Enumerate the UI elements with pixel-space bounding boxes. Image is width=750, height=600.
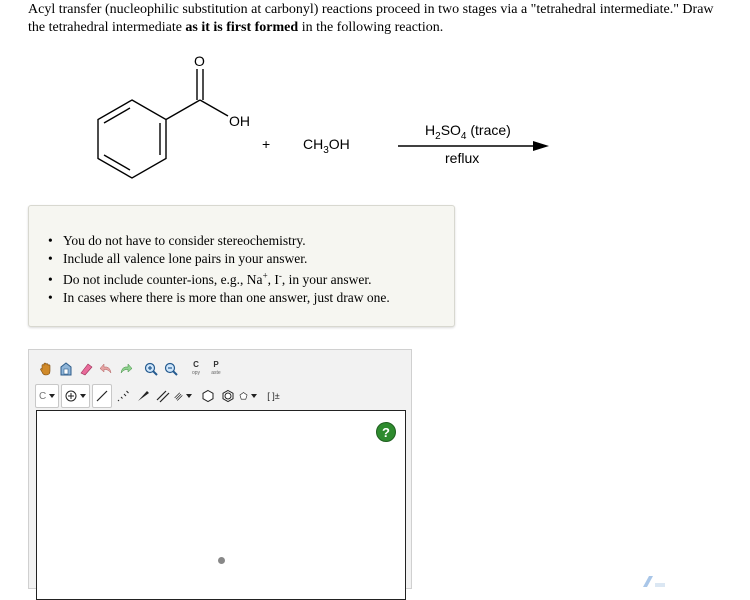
toolbar-top bbox=[37, 358, 227, 380]
toolbar-bottom bbox=[35, 384, 285, 408]
plus-sign: + bbox=[262, 136, 271, 152]
double-bond-button[interactable] bbox=[154, 387, 172, 405]
zoom-out-icon[interactable] bbox=[162, 360, 180, 378]
wedge-bond-button[interactable] bbox=[134, 387, 152, 405]
methanol-label: $CH_3OH$ bbox=[303, 136, 350, 156]
instructions-box bbox=[28, 205, 455, 327]
question-emphasis: as it is first formed bbox=[185, 20, 299, 35]
carbonyl-oxygen-label: O bbox=[194, 53, 205, 69]
atom-selector-label: C bbox=[39, 390, 47, 402]
zoom-in-icon[interactable] bbox=[142, 360, 160, 378]
structure-editor bbox=[28, 349, 412, 589]
triple-bond-button[interactable] bbox=[174, 387, 192, 405]
list-item: • Do not include counter-ions, e.g., Na+, I-, in your answer. bbox=[63, 271, 390, 289]
paste-button[interactable]: P aste bbox=[211, 360, 221, 376]
hashed-wedge-button[interactable] bbox=[114, 387, 132, 405]
instructions-list bbox=[63, 232, 390, 307]
cyclohexane-icon bbox=[201, 389, 215, 403]
list-item: • You do not have to consider stereochemistry. bbox=[63, 232, 390, 250]
benzoic-acid-structure bbox=[0, 0, 750, 200]
help-button[interactable]: ? bbox=[376, 422, 396, 442]
reaction-scheme bbox=[0, 0, 750, 200]
redo-icon[interactable] bbox=[117, 360, 135, 378]
atom-selector[interactable] bbox=[35, 384, 59, 408]
arrow-head-icon bbox=[533, 141, 549, 151]
charge-icon bbox=[65, 390, 77, 402]
hand-icon[interactable] bbox=[37, 360, 55, 378]
benzene-button[interactable] bbox=[219, 387, 237, 405]
hashed-wedge-icon bbox=[116, 389, 130, 403]
chevron-down-icon bbox=[80, 394, 86, 398]
bracket-label: [ ]± bbox=[267, 391, 280, 401]
list-item: • Include all valence lone pairs in your answer. bbox=[63, 250, 390, 268]
double-bond-icon bbox=[156, 389, 170, 403]
question-line-2: the tetrahedral intermediate as it is first formed in the following reaction. bbox=[28, 20, 444, 35]
single-bond-icon bbox=[95, 389, 109, 403]
chevron-down-icon bbox=[49, 394, 55, 398]
chevron-down-icon bbox=[251, 394, 257, 398]
question-line-1: Acyl transfer (nucleophilic substitution at carbonyl) reactions proceed in two stages via a "tetrahedral intermediate." Draw bbox=[28, 2, 714, 17]
catalyst-label: $H_2SO_4$ (trace) bbox=[425, 122, 511, 142]
condition-label: reflux bbox=[445, 150, 480, 166]
copy-button[interactable]: C opy bbox=[191, 360, 201, 376]
single-bond-button[interactable] bbox=[92, 384, 112, 408]
benzene-icon bbox=[221, 389, 235, 403]
bracket-button[interactable] bbox=[264, 387, 282, 405]
list-item: • In cases where there is more than one answer, just draw one. bbox=[63, 289, 390, 307]
cyclopentane-button[interactable] bbox=[239, 387, 257, 405]
partial-icon bbox=[641, 574, 671, 587]
canvas-dot bbox=[218, 557, 225, 564]
charge-selector[interactable] bbox=[61, 384, 90, 408]
lasso-icon[interactable] bbox=[57, 360, 75, 378]
eraser-icon[interactable] bbox=[77, 360, 95, 378]
chevron-down-icon bbox=[186, 394, 192, 398]
hydroxyl-label: OH bbox=[229, 113, 250, 129]
triple-bond-icon bbox=[174, 389, 183, 403]
drawing-canvas[interactable] bbox=[36, 410, 406, 600]
wedge-bond-icon bbox=[136, 389, 150, 403]
undo-icon[interactable] bbox=[97, 360, 115, 378]
cyclohexane-button[interactable] bbox=[199, 387, 217, 405]
cyclopentane-icon bbox=[239, 389, 248, 403]
